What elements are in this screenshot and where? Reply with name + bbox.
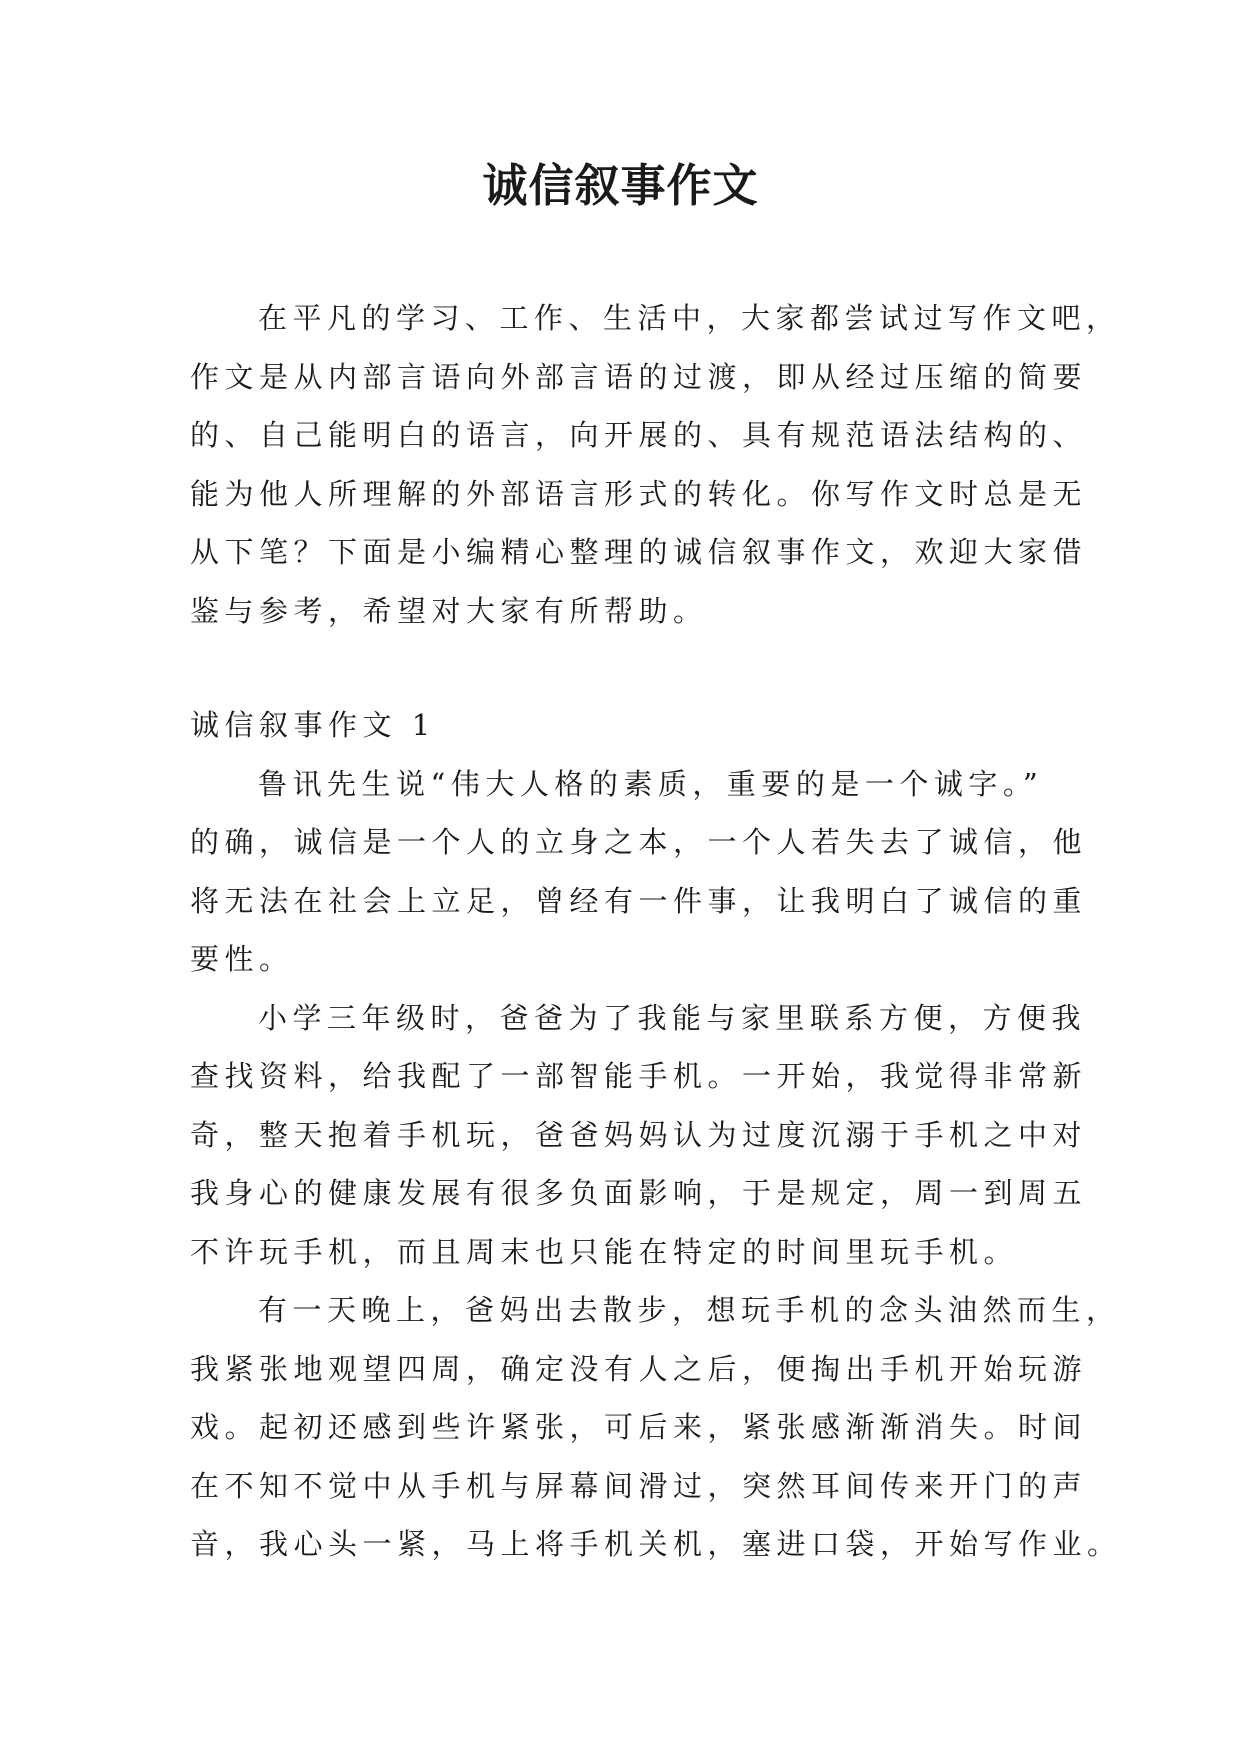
document-title: 诚信叙事作文: [482, 159, 759, 212]
text-line: 将无法在社会上立足，曾经有一件事，让我明白了诚信的重: [190, 883, 1088, 918]
text-line: 鉴与参考，希望对大家有所帮助。: [190, 593, 708, 628]
essay-section: [190, 696, 1122, 1574]
text-line: 戏。起初还感到些许紧张，可后来，紧张感渐渐消失。时间: [190, 1410, 1088, 1444]
paragraph: [190, 989, 1088, 1282]
text-line: 查找资料，给我配了一部智能手机。一开始，我觉得非常新: [190, 1059, 1088, 1093]
text-line: 奇，整天抱着手机玩，爸爸妈妈认为过度沉溺于手机之中对: [190, 1117, 1088, 1152]
text-line: 鲁讯先生说“伟大人格的素质，重要的是一个诚字。”: [258, 766, 1044, 801]
text-line: 能为他人所理解的外部语言形式的转化。你写作文时总是无: [190, 476, 1088, 511]
text-line: 有一天晚上，爸妈出去散步，想玩手机的念头油然而生，: [258, 1293, 1121, 1327]
text-line: 要性。: [190, 942, 294, 976]
text-line: 在平凡的学习、工作、生活中，大家都尝试过写作文吧，: [258, 301, 1121, 335]
text-line: 在不知不觉中从手机与屏幕间滑过，突然耳间传来开门的声: [190, 1468, 1088, 1503]
text-line: 我身心的健康发展有很多负面影响，于是规定，周一到周五: [190, 1176, 1088, 1210]
text-line: 的确，诚信是一个人的立身之本，一个人若失去了诚信，他: [190, 825, 1088, 859]
text-line: 的、自己能明白的语言，向开展的、具有规范语法结构的、: [190, 418, 1088, 452]
section-heading: 诚信叙事作文 1: [190, 708, 436, 742]
intro-paragraph: [190, 289, 1121, 640]
text-line: 我紧张地观望四周，确定没有人之后，便掏出手机开始玩游: [190, 1351, 1088, 1386]
paragraph: [190, 1281, 1122, 1574]
text-line: 作文是从内部言语向外部言语的过渡，即从经过压缩的简要: [190, 359, 1088, 394]
paragraph: [190, 755, 1088, 989]
text-line: 小学三年级时，爸爸为了我能与家里联系方便，方便我: [258, 1000, 1087, 1035]
text-line: 音，我心头一紧，马上将手机关机，塞进口袋，开始写作业。: [190, 1527, 1122, 1561]
text-line: 不许玩手机，而且周末也只能在特定的时间里玩手机。: [190, 1234, 1019, 1269]
text-line: 从下笔？下面是小编精心整理的诚信叙事作文，欢迎大家借: [190, 535, 1088, 569]
